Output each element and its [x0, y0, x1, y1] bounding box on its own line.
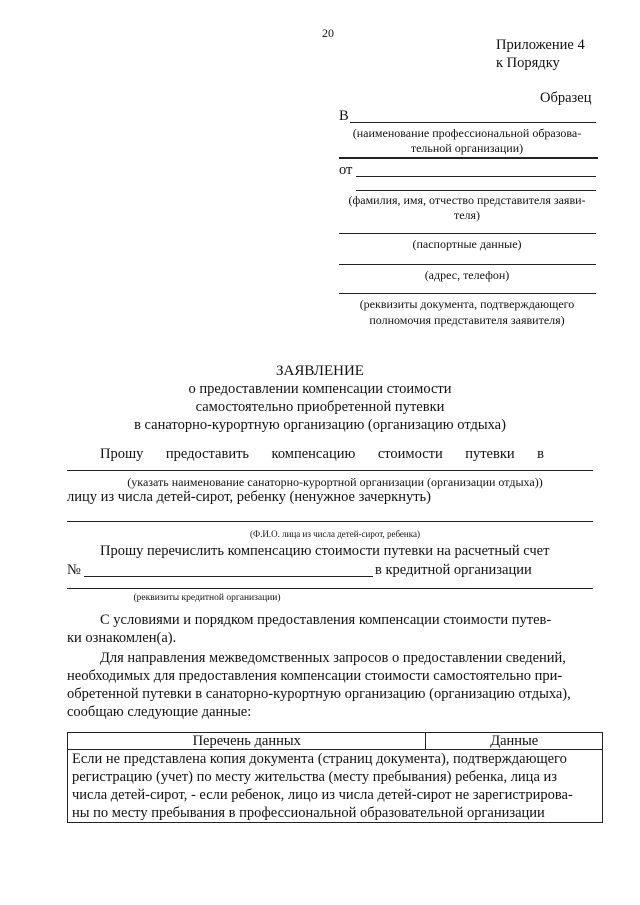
para2-line-2: необходимых для предоставления компенсации стоимости самостоятельно при-: [67, 668, 563, 684]
table-cell-line: Если не представлена копия документа (страниц документа), подтверждающего: [72, 751, 567, 767]
address-caption: (адрес, телефон): [424, 268, 510, 282]
fio-line: [67, 521, 593, 522]
table-cell: [68, 750, 603, 823]
from-prefix: от: [339, 162, 353, 178]
org-line: [67, 470, 593, 471]
request-word: в: [537, 446, 544, 462]
para1-line-2: ки ознакомлен(а).: [67, 630, 177, 646]
from-line-1: [356, 176, 596, 177]
table-cell-line: ны по месту пребывания в профессиональной образовательной организации: [72, 805, 545, 821]
from-line-2: [356, 190, 596, 191]
bank-caption: (реквизиты кредитной организации): [133, 593, 281, 603]
table-cell-line: числа детей-сирот, - если ребенок, лицо из числа детей-сирот не зарегистрирова-: [72, 787, 573, 803]
account-suffix: в кредитной организации: [375, 562, 532, 578]
passport-line: [339, 233, 596, 234]
to-prefix: В: [339, 108, 349, 124]
org-caption: (указать наименование санаторно-курортной организации (организации отдыха)): [127, 475, 543, 489]
appendix-line-2: к Порядку: [496, 55, 560, 71]
address-line: [339, 264, 596, 265]
transfer-line: Прошу перечислить компенсацию стоимости путевки на расчетный счет: [100, 543, 550, 559]
docs-line: [339, 293, 596, 294]
docs-caption-2: полномочия представителя заявителя): [369, 313, 565, 327]
title-line-1: о предоставлении компенсации стоимости: [188, 381, 452, 397]
title-line-2: самостоятельно приобретенной путевки: [195, 399, 445, 415]
to-caption-2: тельной организации): [410, 141, 524, 155]
to-divider: [339, 157, 598, 159]
table-cell-line: регистрацию (учет) по месту жительства (месту пребывания) ребенка, лица из: [72, 769, 557, 785]
page-number: 20: [322, 26, 334, 40]
fio-caption: (Ф.И.О. лица из числа детей-сирот, ребенка): [250, 529, 420, 539]
request-line: [100, 446, 544, 463]
docs-caption-1: (реквизиты документа, подтверждающего: [359, 297, 575, 311]
appendix-line-1: Приложение 4: [496, 37, 585, 53]
request-word: Прошу: [100, 446, 144, 462]
para1-line-1: С условиями и порядком предоставления компенсации стоимости путев-: [100, 612, 552, 628]
para2-line-4: сообщаю следующие данные:: [67, 704, 252, 720]
from-caption-1: (фамилия, имя, отчество представителя заяви-: [348, 193, 586, 207]
to-caption-1: (наименование профессиональной образова-: [352, 126, 582, 140]
table-row: [68, 750, 603, 823]
para2-line-3: обретенной путевки в санаторно-курортную организацию (организацию отдыха),: [67, 686, 571, 702]
to-line: [350, 122, 596, 123]
account-line: [84, 576, 373, 577]
request-word: путевки: [465, 446, 515, 462]
request-word: предоставить: [165, 446, 250, 462]
account-prefix: №: [67, 562, 81, 578]
request-word: стоимости: [377, 446, 443, 462]
from-caption-2: теля): [453, 208, 481, 222]
sample-label: Образец: [540, 90, 592, 106]
person-line: лицу из числа детей-сирот, ребенку (ненужное зачеркнуть): [67, 489, 431, 505]
request-word: компенсацию: [271, 446, 356, 462]
data-table: [67, 732, 603, 823]
bank-line: [67, 588, 593, 589]
para2-line-1: Для направления межведомственных запросов о предоставлении сведений,: [100, 650, 566, 666]
passport-caption: (паспортные данные): [412, 237, 522, 251]
table-header-row: [68, 733, 603, 750]
table-header-cell: Данные: [426, 733, 603, 750]
table-header-cell: Перечень данных: [68, 733, 426, 750]
title-main: ЗАЯВЛЕНИЕ: [276, 363, 364, 379]
title-line-3: в санаторно-курортную организацию (организацию отдыха): [134, 417, 506, 433]
